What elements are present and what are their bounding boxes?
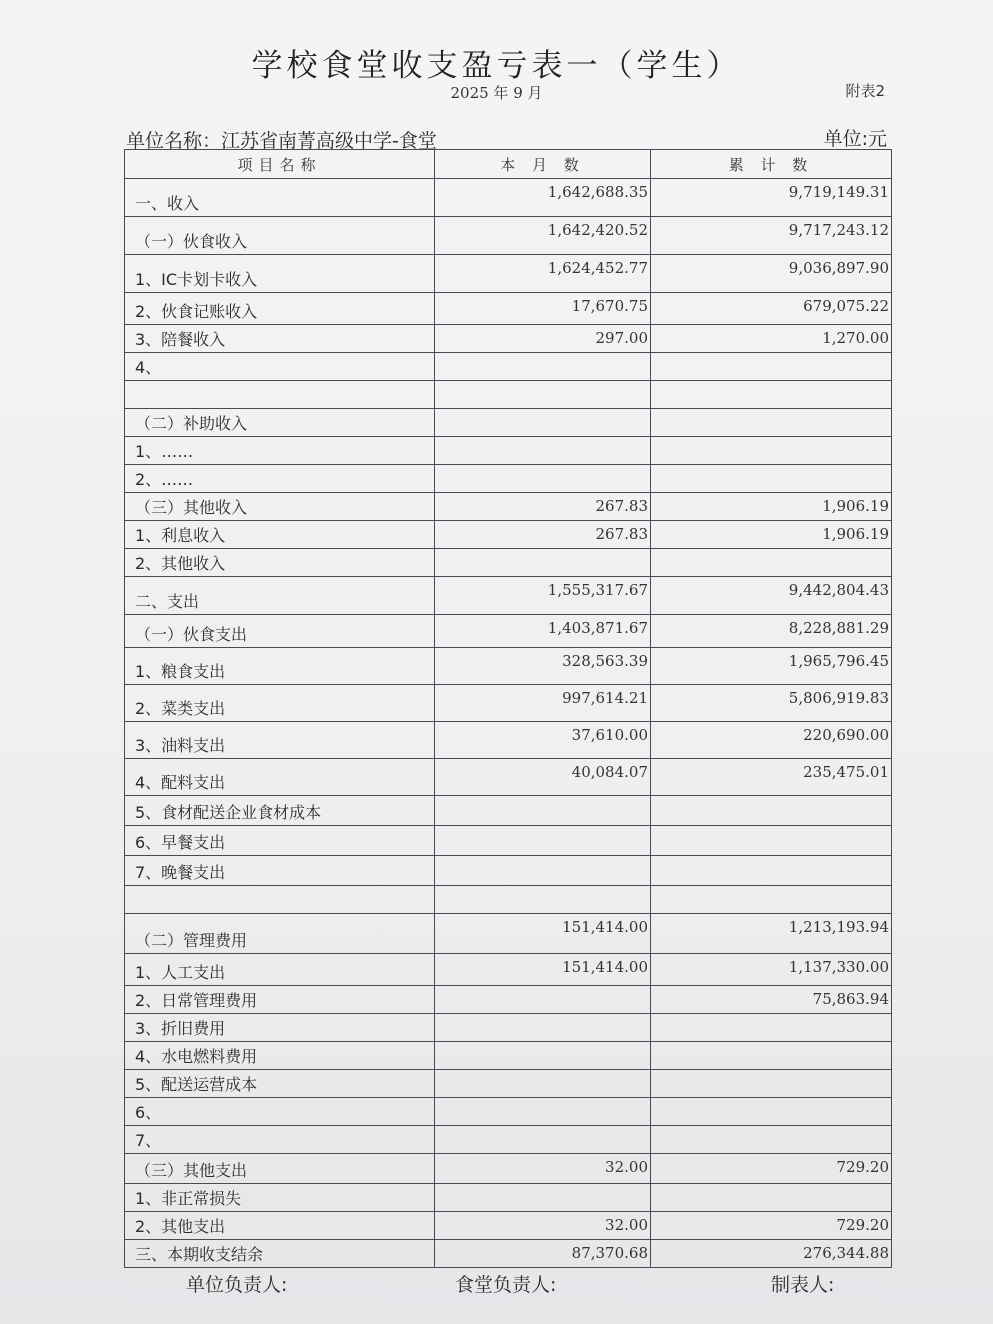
row-cumulative-value — [651, 826, 892, 856]
row-cumulative-value — [651, 796, 892, 826]
row-cumulative-value — [651, 465, 892, 493]
row-month-value: 267.83 — [435, 493, 651, 521]
row-month-value — [435, 1098, 651, 1126]
row-cumulative-value — [651, 1042, 892, 1070]
row-item-name — [125, 886, 435, 914]
row-cumulative-value: 729.20 — [651, 1154, 892, 1184]
table-row — [125, 255, 892, 293]
row-cumulative-value — [651, 886, 892, 914]
row-cumulative-value — [651, 409, 892, 437]
row-item-name: 6、 — [125, 1098, 435, 1126]
footer-preparer: 制表人: — [771, 1274, 835, 1296]
row-month-value: 328,563.39 — [435, 648, 651, 685]
row-item-name: 一、收入 — [125, 179, 435, 217]
table-row — [125, 1126, 892, 1154]
row-month-value — [435, 986, 651, 1014]
table-row — [125, 549, 892, 577]
row-cumulative-value — [651, 856, 892, 886]
table-row — [125, 437, 892, 465]
income-expense-table — [124, 149, 892, 1268]
row-month-value: 997,614.21 — [435, 685, 651, 722]
row-month-value — [435, 826, 651, 856]
row-item-name: （一）伙食收入 — [125, 217, 435, 255]
row-month-value — [435, 886, 651, 914]
table-row — [125, 1212, 892, 1240]
row-item-name: 1、利息收入 — [125, 521, 435, 549]
row-cumulative-value — [651, 437, 892, 465]
row-item-name: 5、食材配送企业食材成本 — [125, 796, 435, 826]
row-cumulative-value: 9,036,897.90 — [651, 255, 892, 293]
row-cumulative-value: 1,137,330.00 — [651, 954, 892, 986]
row-cumulative-value: 75,863.94 — [651, 986, 892, 1014]
row-cumulative-value: 8,228,881.29 — [651, 615, 892, 648]
row-item-name: 7、晚餐支出 — [125, 856, 435, 886]
table-row — [125, 293, 892, 325]
table-row — [125, 759, 892, 796]
row-cumulative-value: 1,965,796.45 — [651, 648, 892, 685]
row-cumulative-value: 1,213,193.94 — [651, 914, 892, 954]
row-cumulative-value: 276,344.88 — [651, 1240, 892, 1268]
table-row — [125, 1184, 892, 1212]
row-cumulative-value — [651, 1014, 892, 1042]
table-row — [125, 1154, 892, 1184]
table-row — [125, 1098, 892, 1126]
row-item-name: 4、水电燃料费用 — [125, 1042, 435, 1070]
row-item-name: 2、日常管理费用 — [125, 986, 435, 1014]
table-body — [125, 179, 892, 1268]
row-cumulative-value: 5,806,919.83 — [651, 685, 892, 722]
row-month-value — [435, 856, 651, 886]
row-item-name: 3、陪餐收入 — [125, 325, 435, 353]
row-month-value: 32.00 — [435, 1154, 651, 1184]
row-item-name: 1、人工支出 — [125, 954, 435, 986]
row-item-name: （三）其他支出 — [125, 1154, 435, 1184]
row-month-value — [435, 465, 651, 493]
row-item-name: （一）伙食支出 — [125, 615, 435, 648]
row-item-name: 7、 — [125, 1126, 435, 1154]
attachment-label: 附表2 — [845, 82, 885, 100]
row-month-value — [435, 437, 651, 465]
row-month-value: 1,642,688.35 — [435, 179, 651, 217]
row-month-value: 32.00 — [435, 1212, 651, 1240]
table-row — [125, 1240, 892, 1268]
footer-unit-head: 单位负责人: — [186, 1274, 288, 1296]
row-month-value: 151,414.00 — [435, 914, 651, 954]
row-item-name: 5、配送运营成本 — [125, 1070, 435, 1098]
table-row — [125, 796, 892, 826]
row-item-name: 2、其他收入 — [125, 549, 435, 577]
document-title: 学校食堂收支盈亏表一（学生） — [251, 48, 742, 84]
row-cumulative-value — [651, 1126, 892, 1154]
row-item-name: 1、IC卡划卡收入 — [125, 255, 435, 293]
table-row — [125, 648, 892, 685]
row-cumulative-value: 729.20 — [651, 1212, 892, 1240]
row-month-value: 1,403,871.67 — [435, 615, 651, 648]
row-item-name: （三）其他收入 — [125, 493, 435, 521]
row-cumulative-value: 1,906.19 — [651, 493, 892, 521]
table-row — [125, 1042, 892, 1070]
table-row — [125, 722, 892, 759]
row-item-name: 二、支出 — [125, 577, 435, 615]
table-row — [125, 325, 892, 353]
table-row — [125, 521, 892, 549]
table-row — [125, 886, 892, 914]
row-item-name: （二）管理费用 — [125, 914, 435, 954]
unit-name: 单位名称：江苏省南菁高级中学-食堂 — [126, 130, 437, 152]
table-row — [125, 856, 892, 886]
table-header-row — [125, 150, 892, 179]
row-month-value: 87,370.68 — [435, 1240, 651, 1268]
row-cumulative-value — [651, 381, 892, 409]
table-row — [125, 986, 892, 1014]
header-month: 本 月 数 — [435, 150, 651, 179]
row-cumulative-value — [651, 549, 892, 577]
table-row — [125, 217, 892, 255]
row-cumulative-value: 1,906.19 — [651, 521, 892, 549]
table-row — [125, 685, 892, 722]
row-item-name: 1、非正常损失 — [125, 1184, 435, 1212]
table-row — [125, 1070, 892, 1098]
row-cumulative-value — [651, 1098, 892, 1126]
row-month-value — [435, 1184, 651, 1212]
row-month-value: 17,670.75 — [435, 293, 651, 325]
row-cumulative-value: 679,075.22 — [651, 293, 892, 325]
row-item-name: 1、…… — [125, 437, 435, 465]
row-item-name: 3、油料支出 — [125, 722, 435, 759]
row-item-name — [125, 381, 435, 409]
row-month-value: 151,414.00 — [435, 954, 651, 986]
report-date: 2025 年 9 月 — [450, 84, 543, 102]
row-month-value — [435, 409, 651, 437]
row-item-name: （二）补助收入 — [125, 409, 435, 437]
table-row — [125, 465, 892, 493]
row-item-name: 2、伙食记账收入 — [125, 293, 435, 325]
row-month-value: 1,642,420.52 — [435, 217, 651, 255]
row-month-value — [435, 1070, 651, 1098]
header-cumulative: 累 计 数 — [651, 150, 892, 179]
row-item-name: 6、早餐支出 — [125, 826, 435, 856]
row-item-name: 2、…… — [125, 465, 435, 493]
row-cumulative-value: 235,475.01 — [651, 759, 892, 796]
table-row — [125, 914, 892, 954]
row-cumulative-value: 9,717,243.12 — [651, 217, 892, 255]
table-row — [125, 577, 892, 615]
row-month-value: 37,610.00 — [435, 722, 651, 759]
row-item-name: 1、粮食支出 — [125, 648, 435, 685]
row-month-value: 1,624,452.77 — [435, 255, 651, 293]
header-item-name: 项目名称 — [125, 150, 435, 179]
row-month-value — [435, 381, 651, 409]
row-cumulative-value: 9,442,804.43 — [651, 577, 892, 615]
table-row — [125, 954, 892, 986]
table-row — [125, 381, 892, 409]
row-item-name: 4、 — [125, 353, 435, 381]
row-month-value: 40,084.07 — [435, 759, 651, 796]
row-month-value — [435, 796, 651, 826]
table-row — [125, 179, 892, 217]
row-month-value: 267.83 — [435, 521, 651, 549]
row-item-name: 2、菜类支出 — [125, 685, 435, 722]
table-row — [125, 353, 892, 381]
row-month-value — [435, 353, 651, 381]
row-month-value: 297.00 — [435, 325, 651, 353]
row-cumulative-value: 220,690.00 — [651, 722, 892, 759]
table-row — [125, 493, 892, 521]
table-row — [125, 1014, 892, 1042]
row-month-value — [435, 1014, 651, 1042]
table-row — [125, 409, 892, 437]
row-cumulative-value: 9,719,149.31 — [651, 179, 892, 217]
row-month-value — [435, 1042, 651, 1070]
currency-unit: 单位:元 — [823, 128, 887, 150]
row-cumulative-value: 1,270.00 — [651, 325, 892, 353]
table-row — [125, 615, 892, 648]
row-item-name: 3、折旧费用 — [125, 1014, 435, 1042]
row-month-value — [435, 549, 651, 577]
table-row — [125, 826, 892, 856]
row-item-name: 2、其他支出 — [125, 1212, 435, 1240]
row-cumulative-value — [651, 1184, 892, 1212]
row-item-name: 三、本期收支结余 — [125, 1240, 435, 1268]
row-cumulative-value — [651, 353, 892, 381]
row-item-name: 4、配料支出 — [125, 759, 435, 796]
row-cumulative-value — [651, 1070, 892, 1098]
footer-canteen-head: 食堂负责人: — [455, 1274, 557, 1296]
row-month-value — [435, 1126, 651, 1154]
row-month-value: 1,555,317.67 — [435, 577, 651, 615]
